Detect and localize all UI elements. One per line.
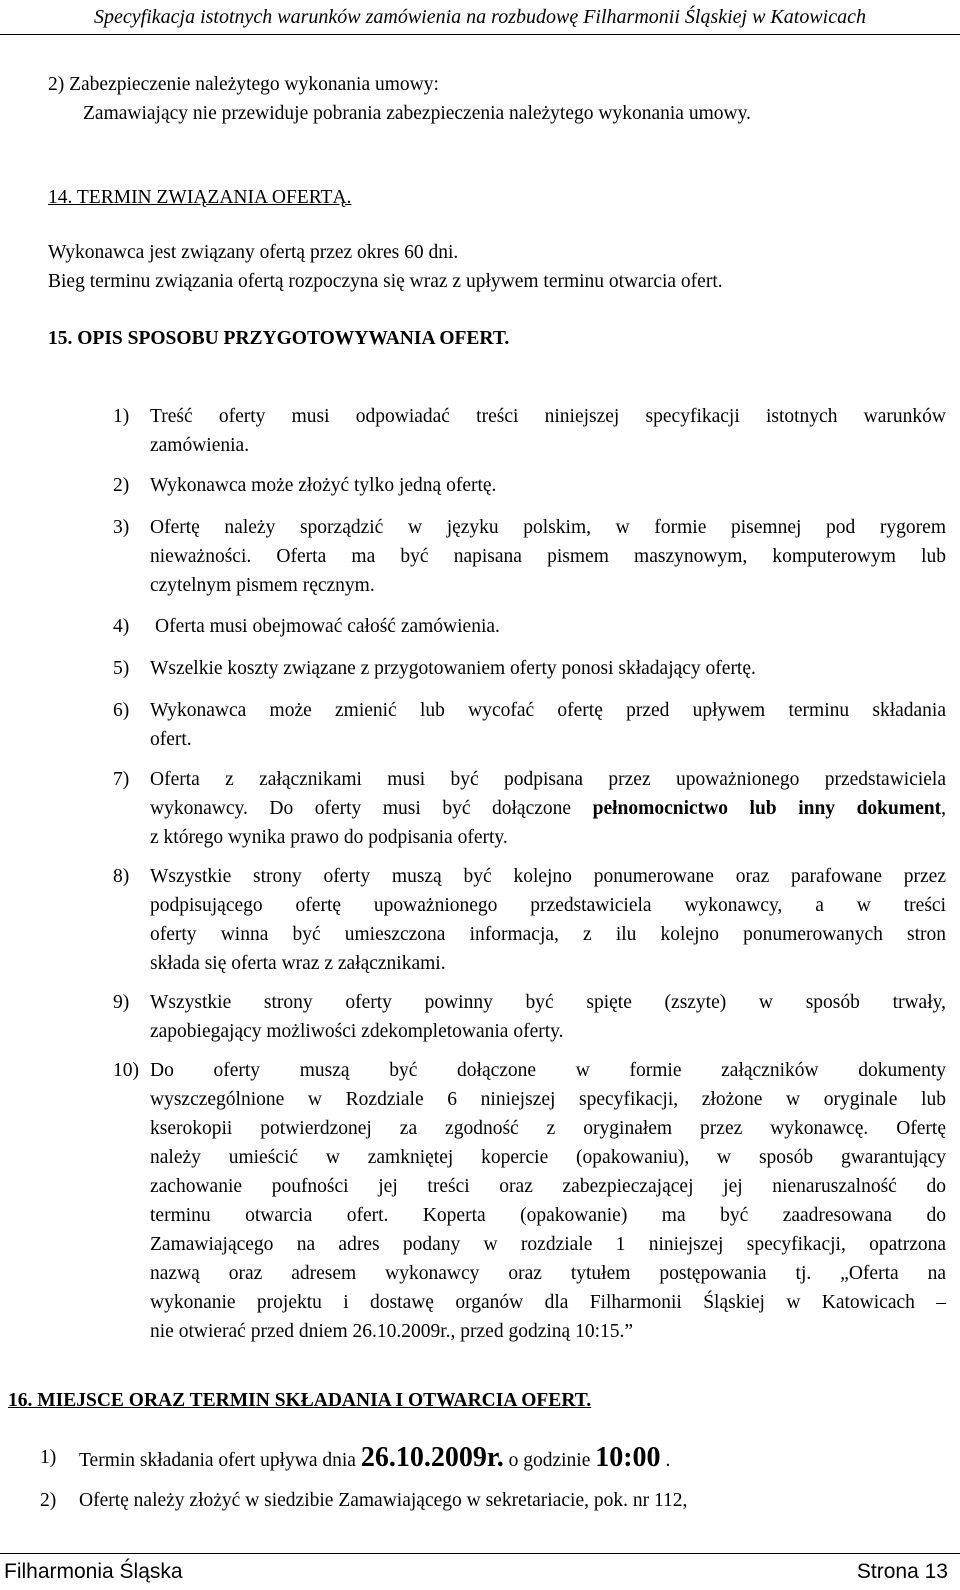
list-item <box>150 862 946 978</box>
list-item <box>150 654 946 683</box>
item-line: zapobiegający możliwości zdekompletowania oferty. <box>150 1021 564 1042</box>
item-line: ofert. <box>150 729 192 750</box>
section-14-line-2: Bieg terminu związania ofertą rozpoczyna się wraz z upływem terminu otwarcia ofert. <box>48 271 723 292</box>
deadline-text: . <box>660 1450 671 1471</box>
item-line: nazwą oraz adresem wykonawcy oraz tytułem postępowania tj. „Oferta na <box>150 1263 946 1284</box>
item-line: należy umieścić w zamkniętej kopercie (opakowaniu), w sposób gwarantujący <box>150 1147 946 1168</box>
item-line: Wykonawca może zmienić lub wycofać ofertę przed upływem terminu składania <box>150 700 946 721</box>
item-line: Wykonawca może złożyć tylko jedną ofertę. <box>150 475 497 496</box>
footer-organization: Filharmonia Śląska <box>4 1560 183 1583</box>
deadline-text: o godzinie <box>503 1450 596 1471</box>
item-line <box>150 794 946 823</box>
deadline-text: Termin składania ofert upływa dnia <box>79 1450 361 1471</box>
deadline-date: 26.10.2009r. <box>360 1442 504 1473</box>
section-14-line-1: Wykonawca jest związany ofertą przez okres 60 dni. <box>48 242 459 263</box>
list-item <box>150 402 946 460</box>
item-number: 6) <box>113 700 130 721</box>
deadline-time: 10:00 <box>595 1442 661 1473</box>
security-text: Zamawiający nie przewiduje pobrania zabezpieczenia należytego wykonania umowy. <box>83 103 751 124</box>
page-footer <box>0 1553 960 1590</box>
section-14-heading: 14. TERMIN ZWIĄZANIA OFERTĄ. <box>48 187 352 208</box>
item-line: nieważności. Oferta ma być napisana pismem maszynowym, komputerowym lub <box>150 546 946 567</box>
list-item <box>155 612 951 641</box>
item-text: , <box>941 798 946 819</box>
list-item <box>150 988 946 1046</box>
item-line: Do oferty muszą być dołączone w formie załączników dokumenty <box>150 1060 946 1081</box>
item-line: oferty winna być umieszczona informacja, z ilu kolejno ponumerowanych stron <box>150 924 946 945</box>
list-item <box>150 696 946 754</box>
item-number: 1) <box>113 406 130 427</box>
item-line: z którego wynika prawo do podpisania oferty. <box>150 827 508 848</box>
item-line: wyszczególnione w Rozdziale 6 niniejszej specyfikacji, złożone w oryginale lub <box>150 1089 946 1110</box>
item-line: składa się oferta wraz z załącznikami. <box>150 953 446 974</box>
item-number: 3) <box>113 517 130 538</box>
item-line: Wszystkie strony oferty muszą być kolejno ponumerowane oraz parafowane przez <box>150 866 946 887</box>
item-line: Treść oferty musi odpowiadać treści niniejszej specyfikacji istotnych warunków <box>150 406 946 427</box>
item-line: zamówienia. <box>150 435 250 456</box>
item-line: Zamawiającego na adres podany w rozdziale 1 niniejszej specyfikacji, opatrzona <box>150 1234 946 1255</box>
item-line: podpisującego ofertę upoważnionego przedstawiciela wykonawcy, a w treści <box>150 895 946 916</box>
item-number: 2) <box>40 1490 57 1511</box>
item-line: nie otwierać przed dniem 26.10.2009r., przed godziną 10:15.” <box>150 1321 634 1342</box>
item-number: 9) <box>113 992 130 1013</box>
deadline-line <box>79 1443 670 1475</box>
emphasis-text: pełnomocnictwo lub inny dokument <box>592 798 942 819</box>
item-line: Oferta musi obejmować całość zamówienia. <box>155 616 500 637</box>
item-number: 5) <box>113 658 130 679</box>
item-number: 7) <box>113 769 130 790</box>
list-item <box>150 765 946 852</box>
item-line: Wszystkie strony oferty powinny być spięte (zszyte) w sposób trwały, <box>150 992 946 1013</box>
page-header: Specyfikacja istotnych warunków zamówienia na rozbudowę Filharmonii Śląskiej w Katowicach <box>0 0 960 35</box>
list-item <box>150 1056 946 1346</box>
item-line: wykonanie projektu i dostawę organów dla Filharmonii Śląskiej w Katowicach – <box>150 1292 946 1313</box>
section-16-heading: 16. MIEJSCE ORAZ TERMIN SKŁADANIA I OTWARCIA OFERT. <box>8 1390 592 1411</box>
item-line: Wszelkie koszty związane z przygotowaniem oferty ponosi składający ofertę. <box>150 658 756 679</box>
item-line: zachowanie poufności jej treści oraz zabezpieczającej jej nienaruszalność do <box>150 1176 946 1197</box>
item-number: 1) <box>40 1447 57 1468</box>
item-line: Ofertę należy sporządzić w języku polskim, w formie pisemnej pod rygorem <box>150 517 946 538</box>
item-line: kserokopii potwierdzonej za zgodność z oryginałem przez wykonawcę. Ofertę <box>150 1118 946 1139</box>
item-line: Oferta z załącznikami musi być podpisana przez upoważnionego przedstawiciela <box>150 769 946 790</box>
list-item <box>150 471 946 500</box>
page-number: Strona 13 <box>856 1560 948 1583</box>
security-title: 2) Zabezpieczenie należytego wykonania umowy: <box>48 74 439 95</box>
item-text: wykonawcy. Do oferty musi być dołączone <box>150 798 593 819</box>
section-15-heading: 15. OPIS SPOSOBU PRZYGOTOWYWANIA OFERT. <box>48 328 510 349</box>
item-line: terminu otwarcia ofert. Koperta (opakowanie) ma być zaadresowana do <box>150 1205 946 1226</box>
submission-place: Ofertę należy złożyć w siedzibie Zamawiającego w sekretariacie, pok. nr 112, <box>79 1490 688 1511</box>
item-line: czytelnym pismem ręcznym. <box>150 575 375 596</box>
item-number: 8) <box>113 866 130 887</box>
item-number: 4) <box>113 616 130 637</box>
item-number: 10) <box>113 1060 139 1081</box>
list-item <box>150 513 946 600</box>
item-number: 2) <box>113 475 130 496</box>
